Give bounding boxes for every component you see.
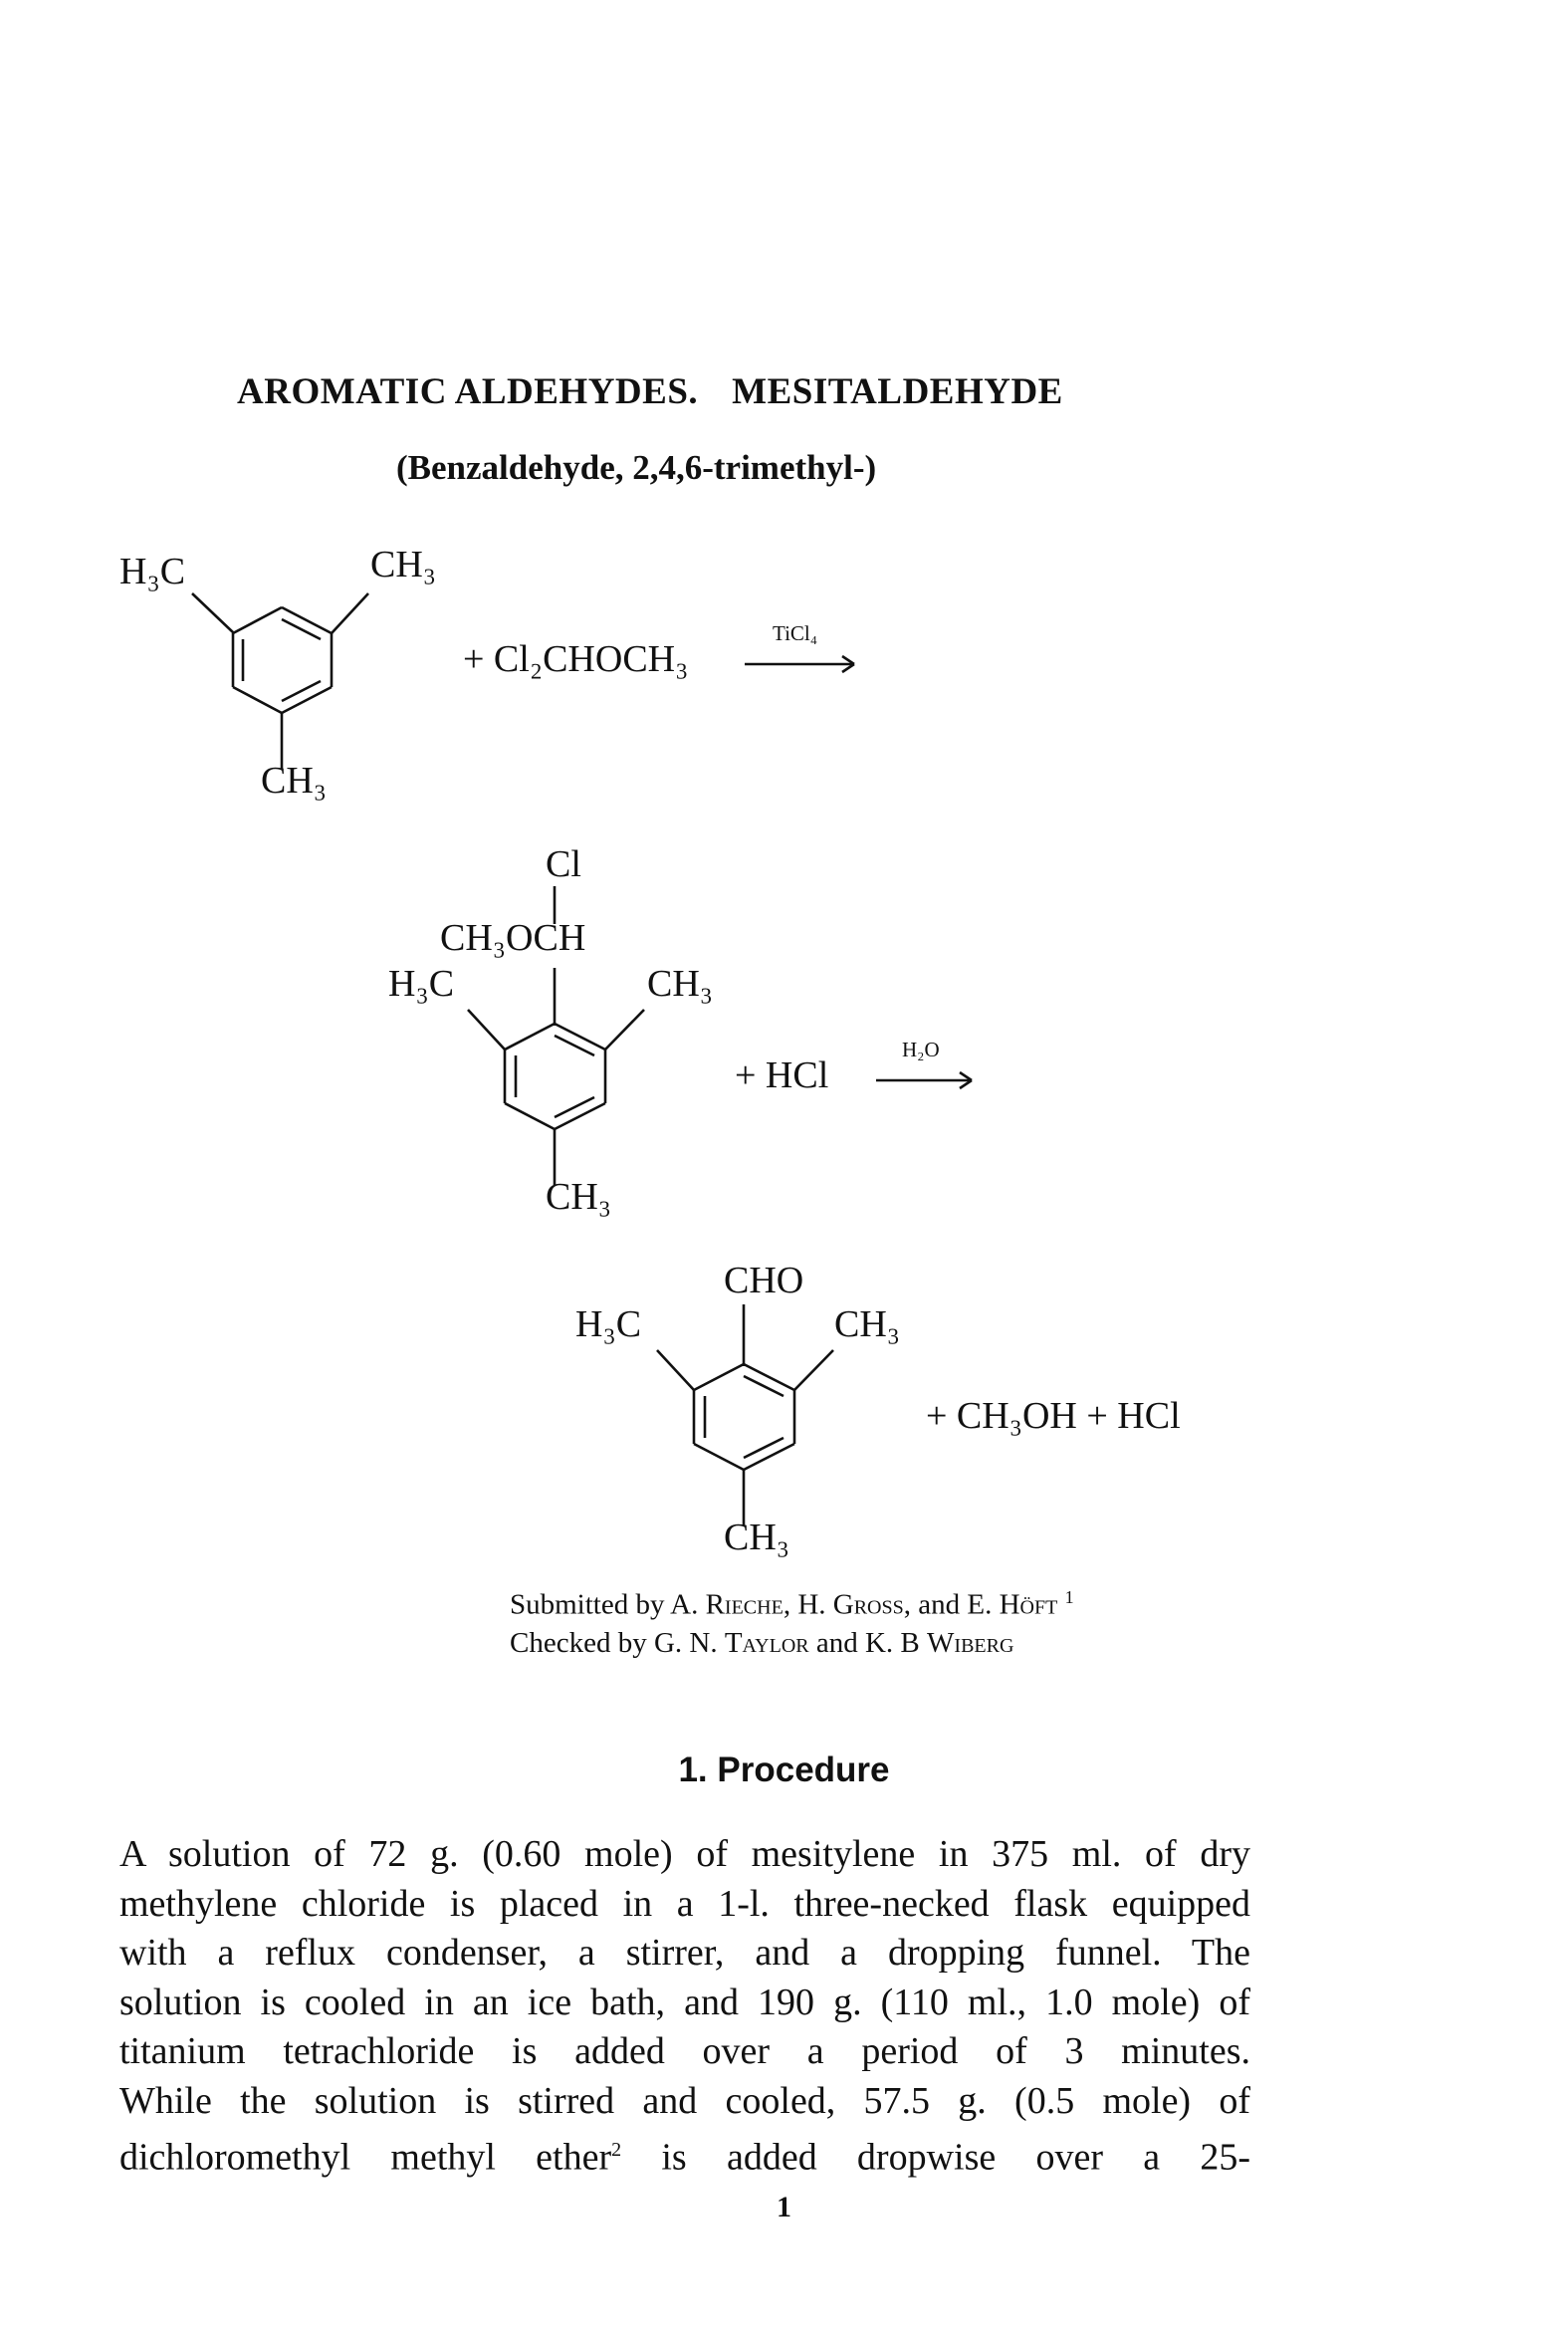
r2-ch3-right-label: CH₃ bbox=[647, 963, 714, 1005]
r3-h3c-label: H₃C bbox=[575, 1303, 642, 1345]
r2-ch3-bottom-label: CH₃ bbox=[546, 1176, 612, 1218]
checked-by-line bbox=[510, 1627, 1013, 1660]
r1-ch3-right-label: CH₃ bbox=[370, 544, 437, 585]
checked-sep: and K. B bbox=[815, 1627, 920, 1659]
submitted-sep2: , and E. bbox=[903, 1588, 993, 1621]
footnote-marker-1: 1 bbox=[1064, 1587, 1074, 1607]
page-number: 1 bbox=[777, 2191, 791, 2223]
author-wiberg: Wiberg bbox=[927, 1627, 1014, 1659]
submitted-prefix: Submitted by A. bbox=[510, 1588, 699, 1621]
procedure-line: titanium tetrachloride is added over a period of 3 minutes. bbox=[119, 2030, 1250, 2072]
procedure-last-after: is added dropwise over a 25- bbox=[621, 2136, 1250, 2179]
submitted-by-line bbox=[510, 1587, 1074, 1622]
r1-reagent: + Cl₂CHOCH₃ bbox=[463, 638, 689, 680]
procedure-last-before: dichloromethyl methyl ether bbox=[119, 2136, 612, 2179]
r3-byproducts: + CH₃OH + HCl bbox=[926, 1395, 1181, 1437]
title-right: MESITALDEHYDE bbox=[732, 371, 1063, 412]
section-heading: 1. Procedure bbox=[678, 1750, 890, 1789]
footnote-marker-2: 2 bbox=[611, 2139, 622, 2161]
procedure-line: A solution of 72 g. (0.60 mole) of mesitylene in 375 ml. of dry bbox=[119, 1833, 1250, 1875]
r2-ether-label: CH₃OCH bbox=[440, 917, 586, 959]
r1-catalyst-label: TiCl₄ bbox=[773, 621, 818, 645]
r3-cho-label: CHO bbox=[724, 1260, 804, 1301]
r2-reagent-over-arrow: H₂O bbox=[902, 1038, 940, 1061]
procedure-line-last bbox=[119, 2126, 1250, 2183]
title-left: AROMATIC ALDEHYDES. bbox=[237, 371, 699, 412]
procedure-line: with a reflux condenser, a stirrer, and a dropping funnel. The bbox=[119, 1932, 1250, 1974]
page-subtitle: (Benzaldehyde, 2,4,6-trimethyl-) bbox=[396, 448, 877, 487]
r2-h3c-label: H₃C bbox=[388, 963, 455, 1005]
procedure-line: methylene chloride is placed in a 1-l. three-necked flask equipped bbox=[119, 1882, 1250, 1925]
procedure-line: While the solution is stirred and cooled, 57.5 g. (0.5 mole) of bbox=[119, 2079, 1250, 2122]
r1-ch3-bottom-label: CH₃ bbox=[261, 760, 328, 802]
author-gross: Gross bbox=[832, 1588, 904, 1621]
r2-cl-label: Cl bbox=[546, 843, 581, 885]
r1-h3c-label: H₃C bbox=[119, 551, 186, 592]
submitted-sep1: , H. bbox=[783, 1588, 826, 1621]
r3-ch3-right-label: CH₃ bbox=[834, 1303, 901, 1345]
author-hoft: Höft bbox=[999, 1588, 1058, 1621]
r2-reagent: + HCl bbox=[735, 1054, 829, 1096]
author-taylor: Taylor bbox=[724, 1627, 809, 1659]
r3-ch3-bottom-label: CH₃ bbox=[724, 1517, 790, 1558]
checked-prefix: Checked by G. N. bbox=[510, 1627, 718, 1659]
procedure-line: solution is cooled in an ice bath, and 190 g. (110 ml., 1.0 mole) of bbox=[119, 1981, 1250, 2023]
procedure-paragraph bbox=[119, 1830, 1250, 2183]
author-rieche: Rieche bbox=[705, 1588, 784, 1621]
